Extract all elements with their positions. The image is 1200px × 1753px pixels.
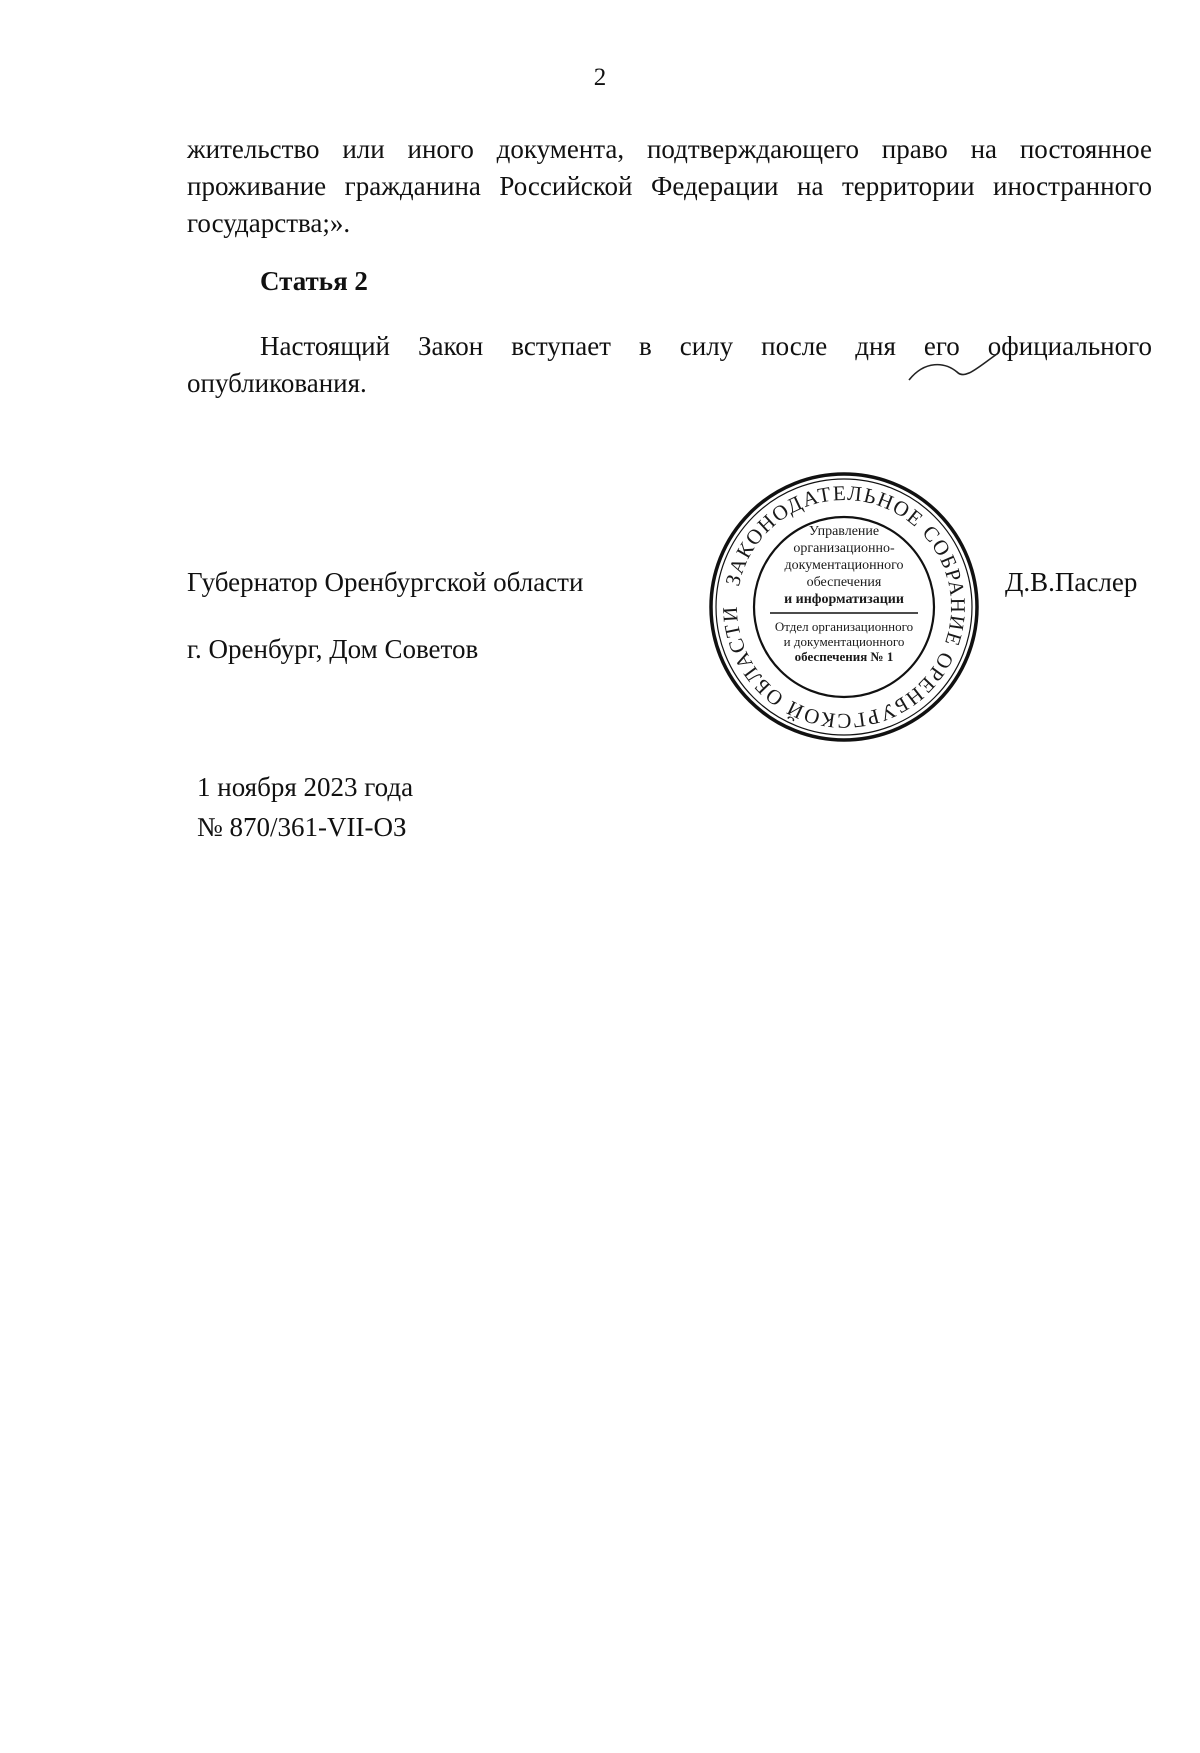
official-stamp [706, 469, 982, 745]
svg-text:обеспечения: обеспечения [806, 575, 882, 590]
signatory-position: Губернатор Оренбургской области [187, 567, 584, 597]
law-number: № 870/361-VII-ОЗ [197, 812, 407, 842]
svg-text:Управление: Управление [808, 524, 880, 539]
svg-text:документационного: документационного [784, 558, 904, 573]
article-heading: Статья 2 [260, 266, 368, 296]
svg-text:Отдел организационного: Отдел организационного [774, 619, 914, 634]
stamp-inner-text [770, 524, 918, 664]
svg-text:организационно-: организационно- [793, 541, 895, 556]
paragraph-continuation: жительство или иного документа, подтверждающего право на постоянное проживание гражданина Российской Федерации на территории иностранного государства;». [187, 134, 1152, 238]
signing-place: г. Оренбург, Дом Советов [187, 634, 479, 664]
svg-text:и документационного: и документационного [783, 634, 905, 649]
signatory-name: Д.В.Паслер [1005, 567, 1138, 597]
handwritten-mark [905, 350, 1005, 390]
svg-text:и информатизации: и информатизации [784, 592, 904, 607]
stamp-outer-ring: ЗАКОНОДАТЕЛЬНОЕ СОБРАНИЕ ОРЕНБУРГСКОЙ ОБЛАСТИ [717, 480, 971, 734]
signing-date: 1 ноября 2023 года [197, 772, 414, 802]
page-number: 2 [593, 64, 607, 91]
article-text: Настоящий Закон вступает в силу после дня его официального опубликования. [187, 331, 1152, 398]
svg-text:обеспечения № 1: обеспечения № 1 [794, 649, 894, 664]
